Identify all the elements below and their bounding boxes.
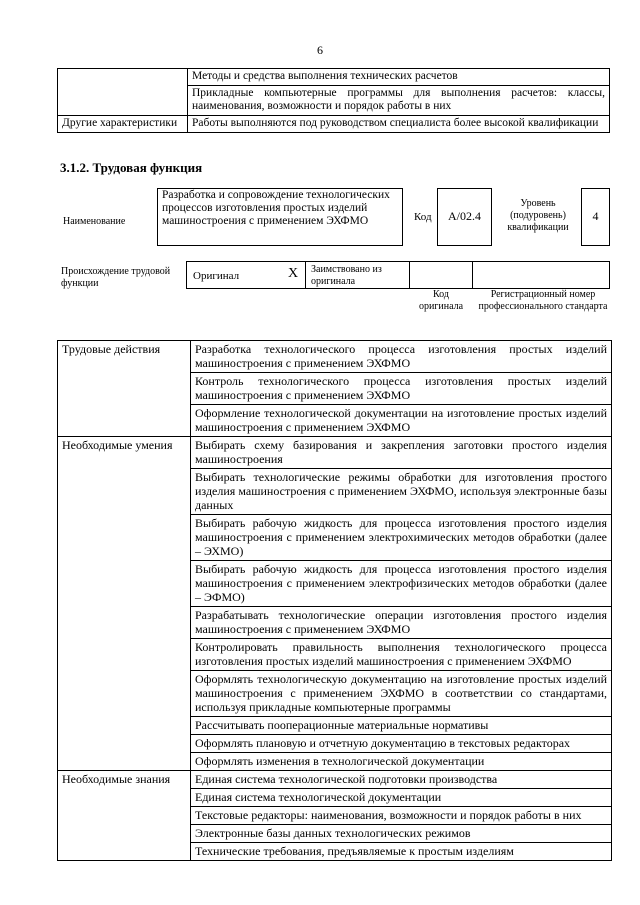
- skills-label: Необходимые умения: [58, 437, 191, 771]
- top-table: [57, 68, 610, 133]
- list-item: Единая система технологической документации: [191, 789, 612, 807]
- list-item: Оформлять изменения в технологической документации: [191, 753, 612, 771]
- table-row: [58, 771, 612, 789]
- list-item: Электронные базы данных технологических режимов: [191, 825, 612, 843]
- code-label: Код: [414, 211, 432, 223]
- table-row: [58, 437, 612, 469]
- list-item: Выбирать технологические режимы обработки для изготовления простого изделия машиностроения с применением ЭХФМО, используя электронные базы данных: [191, 469, 612, 515]
- origin-original: Оригинал: [193, 270, 240, 282]
- function-name: Разработка и сопровождение технологических процессов изготовления простых изделий машиностроения с применением ЭХФМО: [157, 188, 403, 246]
- list-item: Выбирать схему базирования и закрепления заготовки простого изделия машиностроения: [191, 437, 612, 469]
- list-item: Рассчитывать пооперационные материальные нормативы: [191, 717, 612, 735]
- name-label: Наименование: [63, 216, 126, 227]
- row-label: [58, 69, 188, 116]
- divider: [305, 261, 307, 289]
- code-caption: Код оригинала: [418, 289, 464, 312]
- section-heading: 3.1.2. Трудовая функция: [60, 160, 203, 175]
- list-item: Текстовые редакторы: наименования, возможности и порядок работы в них: [191, 807, 612, 825]
- list-item: Оформлять технологическую документацию на изготовление простых изделий машиностроения с применением ЭХФМО в соответствии со стандартами, используя прикладные компьютерные программы: [191, 671, 612, 717]
- table-row: [58, 69, 610, 86]
- table-row: [58, 116, 610, 133]
- list-item: Контроль технологического процесса изготовления простых изделий машиностроения с применением ЭХФМО: [191, 373, 612, 405]
- code-value: A/02.4: [437, 188, 492, 246]
- reg-caption: Регистрационный номер профессионального стандарта: [478, 289, 608, 312]
- list-item: Оформление технологической документации на изготовление простых изделий машиностроения с применением ЭХФМО: [191, 405, 612, 437]
- row-label: Другие характеристики: [58, 116, 188, 133]
- row-text: Работы выполняются под руководством специалиста более высокой квалификации: [188, 116, 610, 133]
- page-number: 6: [317, 43, 323, 57]
- origin-borrowed: Заимствовано из оригинала: [311, 264, 382, 287]
- list-item: Единая система технологической подготовки производства: [191, 771, 612, 789]
- list-item: Выбирать рабочую жидкость для процесса изготовления простого изделия машиностроения с применением электрофизических методов обработки (далее – ЭФМО): [191, 561, 612, 607]
- list-item: Контролировать правильность выполнения технологического процесса изготовления простых изделий машиностроения с применением ЭХФМО: [191, 639, 612, 671]
- list-item: Разрабатывать технологические операции изготовления простого изделия машиностроения с применением ЭХФМО: [191, 607, 612, 639]
- list-item: Разработка технологического процесса изготовления простых изделий машиностроения с применением ЭХФМО: [191, 341, 612, 373]
- actions-label: Трудовые действия: [58, 341, 191, 437]
- row-text: Методы и средства выполнения технических расчетов: [188, 69, 610, 86]
- origin-label: Происхождение трудовой функции: [61, 266, 171, 289]
- origin-mark: X: [288, 266, 299, 281]
- divider: [472, 261, 474, 289]
- main-table: [57, 340, 612, 861]
- list-item: Выбирать рабочую жидкость для процесса изготовления простого изделия машиностроения с применением электрохимических методов обработки (далее – ЭХМО): [191, 515, 612, 561]
- knowledge-label: Необходимые знания: [58, 771, 191, 861]
- list-item: Технические требования, предъявляемые к простым изделиям: [191, 843, 612, 861]
- level-value: 4: [581, 188, 610, 246]
- row-text: Прикладные компьютерные программы для выполнения расчетов: классы, наименования, возможности и порядок работы в них: [188, 86, 610, 116]
- divider: [409, 261, 411, 289]
- list-item: Оформлять плановую и отчетную документацию в текстовых редакторах: [191, 735, 612, 753]
- table-row: [58, 341, 612, 373]
- level-label: Уровень (подуровень) квалификации: [507, 198, 569, 233]
